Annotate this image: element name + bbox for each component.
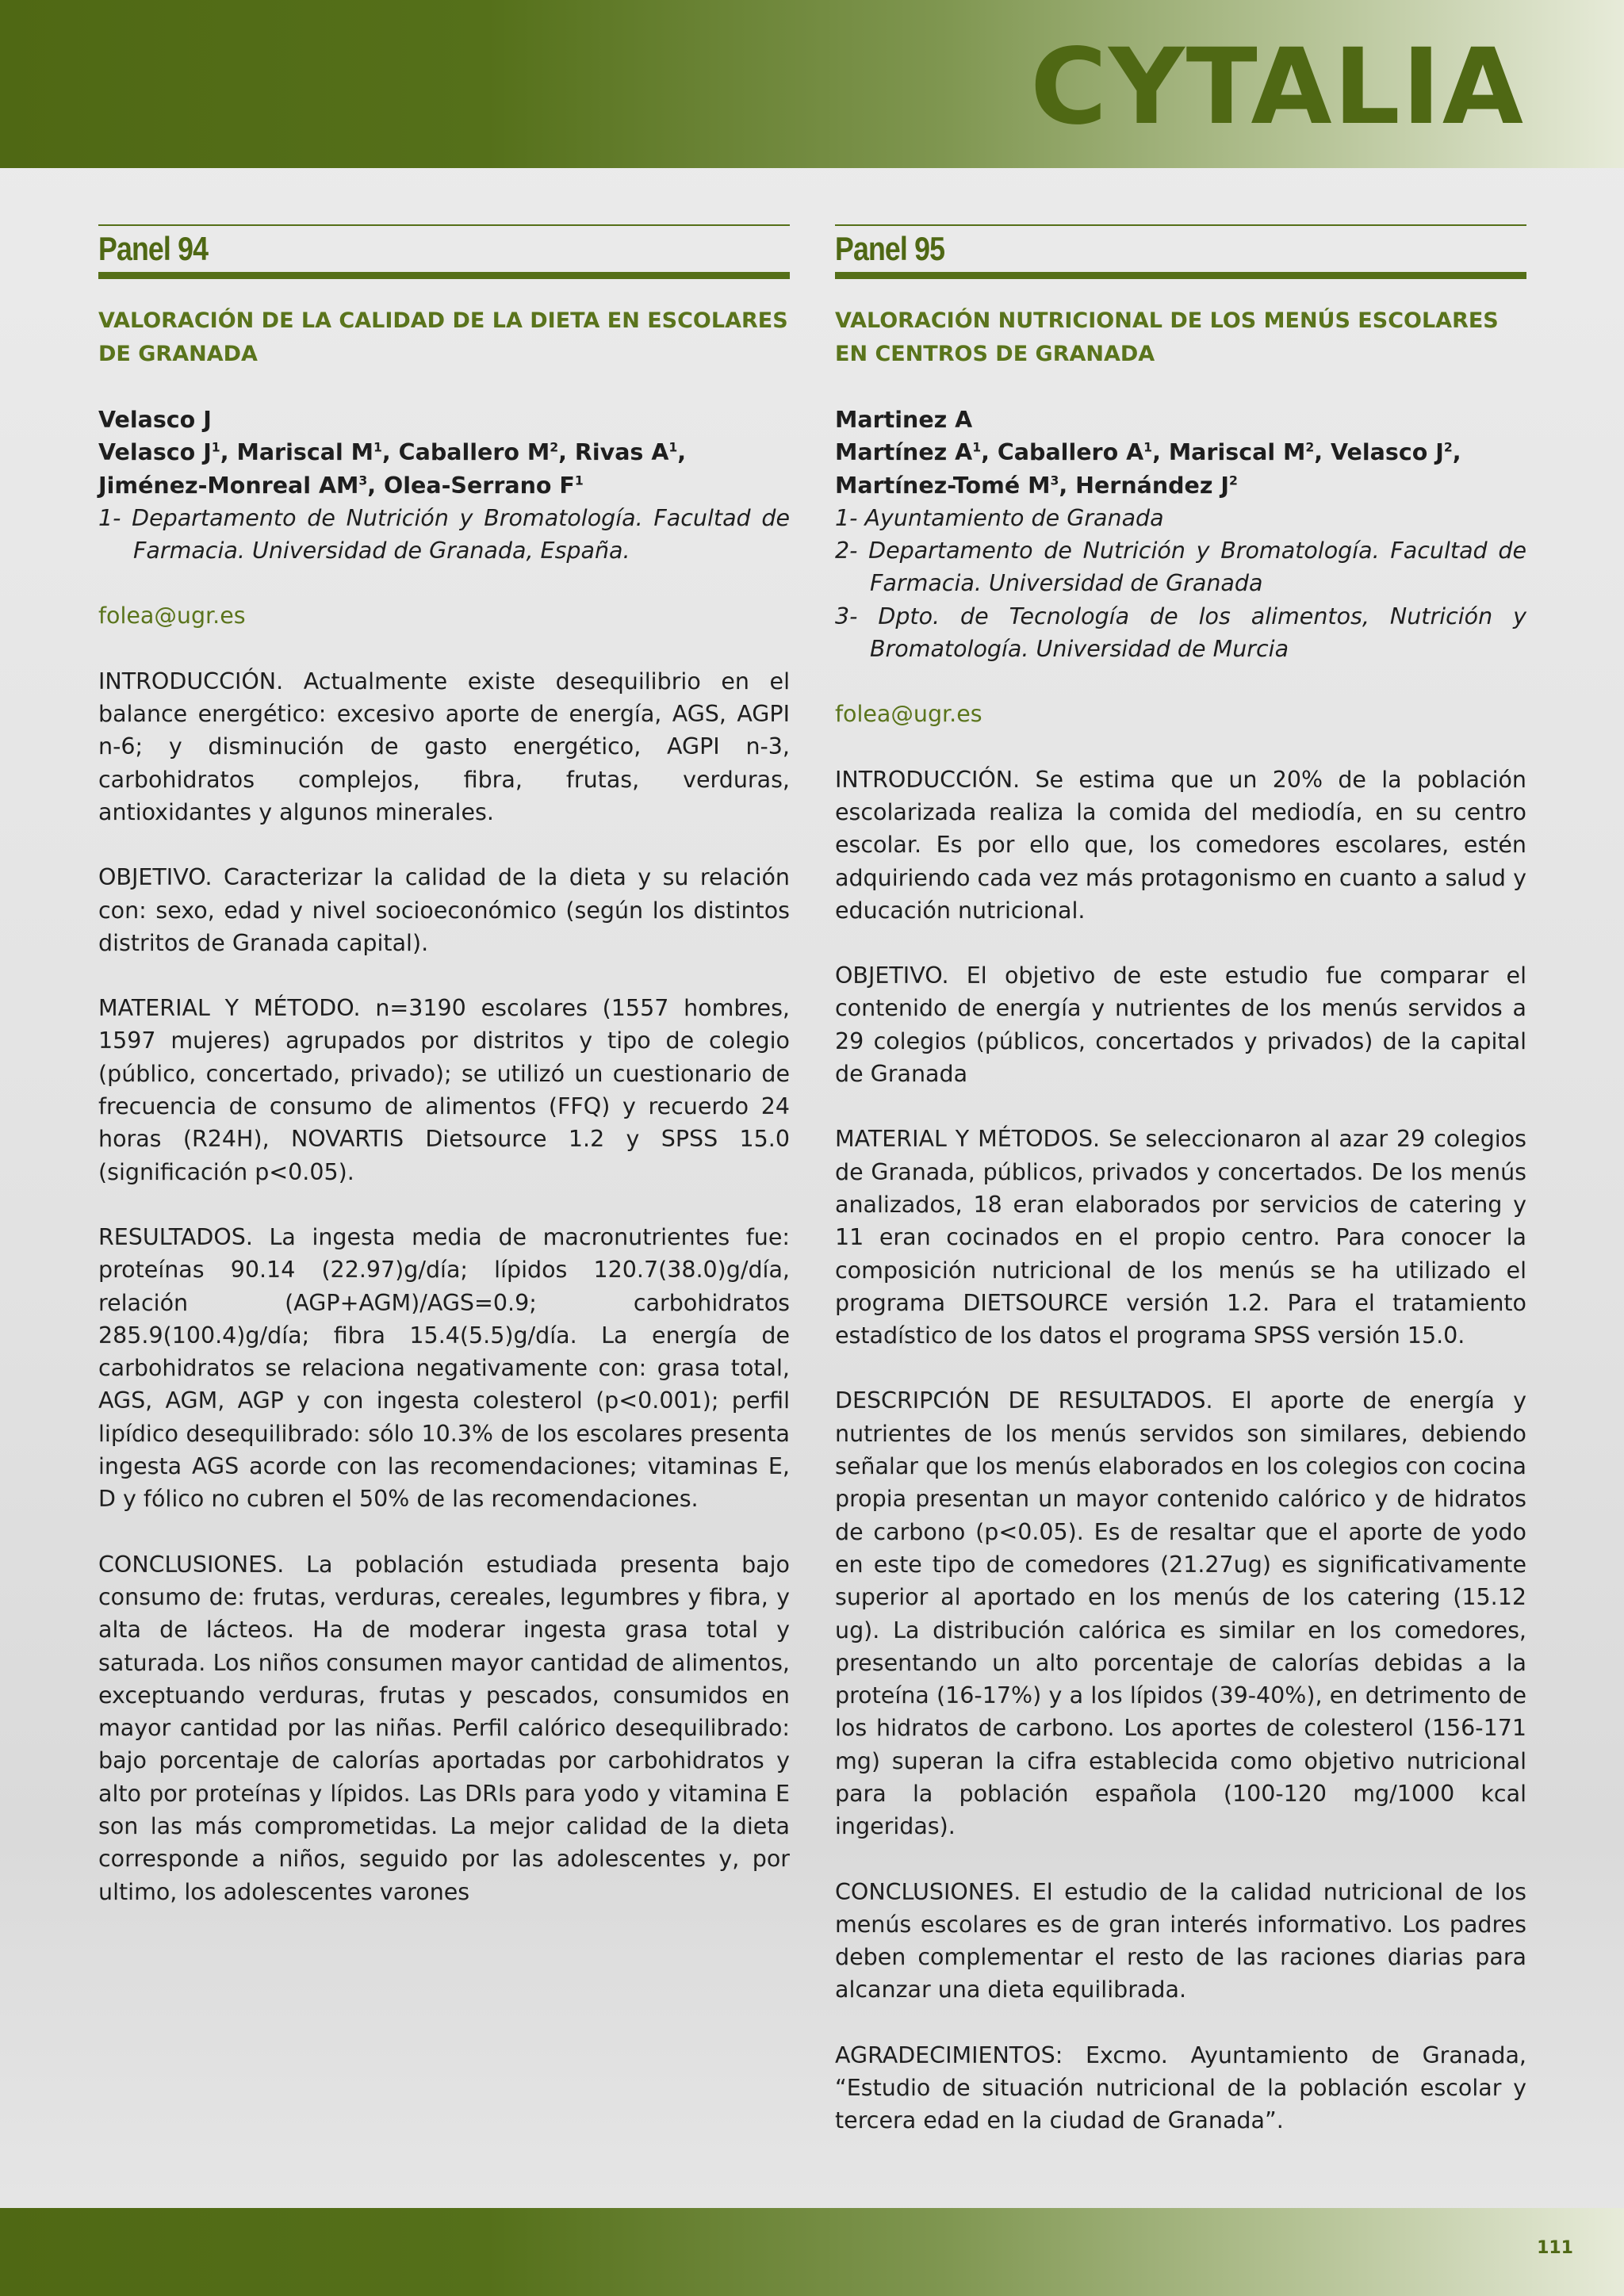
presenter-name: Martinez A	[835, 407, 973, 433]
author-name: Rivas A	[574, 439, 669, 466]
section-descripcion-resultados: DESCRIPCIÓN DE RESULTADOS. El aporte de energía y nutrientes de los menús servidos son similares, debiendo señalar que los menús elaborados en los colegios con cocina propia presentan un mayor contenido calórico y de hidratos de carbono (p<0.05). Es de resaltar que el aporte de yodo en este tipo de comedores (21.27ug) es significativamente superior al aportado en los menús de los catering (15.12 ug). La distribución calórica es similar en los comedores, presentando un alto porcentaje de calorías debidas a la proteína (16-17%) y a los lípidos (39-40%), en detrimento de los hidratos de carbono. Los aportes de colesterol (156-171 mg) superan la cifra establecida como objetivo nutricional para la población española (100-120 mg/1000 kcal ingeridas).	[835, 1387, 1526, 1840]
panel-label: Panel 94	[98, 230, 209, 267]
author-affiliation-mark: 1	[211, 439, 220, 455]
author-list: Martínez $A^1$, Caballero $A^1$, Mariscal $M^2$, Velasco $J^2$, Martínez-Tomé $M^3$, Hernández $J^2$	[835, 439, 1461, 499]
affiliation: 1- Ayuntamiento de Granada	[835, 504, 1164, 531]
contact-email[interactable]: folea@ugr.es	[835, 701, 982, 728]
section-resultados: RESULTADOS. La ingesta media de macronutrientes fue: proteínas 90.14 (22.97)g/día; lípidos 120.7(38.0)g/día, relación (AGP+AGM)/AGS=0.9; carbohidratos 285.9(100.4)g/día; fibra 15.4(5.5)g/día. La energía de carbohidratos se relaciona negativamente con: grasa total, AGS, AGM, AGP y con ingesta colesterol (p<0.001); perfil lipídico desequilibrado: sólo 10.3% de los escolares presenta ingesta AGS acorde con las recomendaciones; vitaminas E, D y fólico no cubren el 50% de las recomendaciones.	[98, 1223, 790, 1513]
panel-header	[835, 224, 1526, 279]
section-conclusiones: CONCLUSIONES. El estudio de la calidad nutricional de los menús escolares es de gran interés informativo. Los padres deben complementar el resto de las raciones diarias para alcanzar una dieta equilibrada.	[835, 1878, 1526, 2003]
author-name: Caballero M	[398, 439, 550, 466]
abstract-title: VALORACIÓN NUTRICIONAL DE LOS MENÚS ESCOLARES EN CENTROS DE GRANADA	[835, 308, 1499, 366]
page-header	[0, 0, 1624, 168]
author-affiliation-mark: 1	[373, 439, 382, 455]
author-affiliation-mark: 1	[668, 439, 678, 455]
author-list: Velasco $J^1$, Mariscal $M^1$, Caballero $M^2$, Rivas $A^1$, Jiménez-Monreal $AM^3$, Olea-Serrano $F^1$	[98, 439, 687, 499]
author-name: Jiménez-Monreal AM	[98, 472, 359, 499]
author-name: Martínez A	[835, 439, 973, 466]
brand-logo: CYTALIA	[1030, 26, 1525, 148]
affiliation: 1- Departamento de Nutrición y Bromatología. Facultad de Farmacia. Universidad de Granada, España.	[98, 504, 790, 564]
section-introduccion: INTRODUCCIÓN. Se estima que un 20% de la población escolarizada realiza la comida del mediodía, en su centro escolar. Es por ello que, los comedores escolares, estén adquiriendo cada vez más protagonismo en cuanto a salud y educación nutricional.	[835, 766, 1526, 924]
author-affiliation-mark: 1	[574, 473, 584, 488]
section-objetivo: OBJETIVO. Caracterizar la calidad de la dieta y su relación con: sexo, edad y nivel socioeconómico (según los distintos distritos de Granada capital).	[98, 864, 790, 956]
contact-email[interactable]: folea@ugr.es	[98, 603, 246, 629]
author-affiliation-mark: 3	[358, 473, 368, 488]
panel-label: Panel 95	[835, 230, 945, 267]
section-material-metodo: MATERIAL Y MÉTODO. n=3190 escolares (1557 hombres, 1597 mujeres) agrupados por distritos y tipo de colegio (público, concertado, privado); se utilizó un cuestionario de frecuencia de consumo de alimentos (FFQ) y recuerdo 24 horas (R24H), NOVARTIS Dietsource 1.2 y SPSS 15.0 (significación p<0.05).	[98, 995, 790, 1185]
section-introduccion: INTRODUCCIÓN. Actualmente existe desequilibrio en el balance energético: excesivo aporte de energía, AGS, AGPI n-6; y disminución de gasto energético, AGPI n-3, carbohidratos complejos, fibra, frutas, verduras, antioxidantes y algunos minerales.	[98, 668, 790, 825]
author-affiliation-mark: 2	[550, 439, 559, 455]
section-objetivo: OBJETIVO. El objetivo de este estudio fue comparar el contenido de energía y nutrientes de los menús servidos a 29 colegios (públicos, concertados y privados) de la capital de Granada	[835, 962, 1526, 1088]
presenter-name: Velasco J	[98, 407, 212, 433]
author-name: Velasco J	[1331, 439, 1444, 466]
section-material-metodos: MATERIAL Y MÉTODOS. Se seleccionaron al azar 29 colegios de Granada, públicos, privados y concertados. De los menús analizados, 18 eran elaborados por servicios de catering y 11 eran cocinados en el propio centro. Para conocer la composición nutricional de los menús se ha utilizado el programa DIETSOURCE versión 1.2. Para el tratamiento estadístico de los datos el programa SPSS versión 15.0.	[835, 1126, 1526, 1349]
author-name: Mariscal M	[1168, 439, 1306, 466]
page-number: 111	[1537, 2238, 1573, 2258]
panel-header	[98, 224, 790, 279]
panel-95-column	[835, 224, 1526, 2170]
author-affiliation-mark: 2	[1443, 439, 1453, 455]
page-footer	[0, 2208, 1624, 2296]
author-affiliation-mark: 2	[1305, 439, 1315, 455]
author-name: Caballero A	[997, 439, 1144, 466]
author-affiliation-mark: 1	[1143, 439, 1153, 455]
section-conclusiones: CONCLUSIONES. La población estudiada presenta bajo consumo de: frutas, verduras, cereales, legumbres y fibra, y alta de lácteos. Ha de moderar ingesta grasa total y saturada. Los niños consumen mayor cantidad de alimentos, exceptuando verduras, frutas y pescados, consumidos en mayor cantidad por las niñas. Perfil calórico desequilibrado: bajo porcentaje de calorías aportadas por carbohidratos y alto por proteínas y lípidos. Las DRIs para yodo y vitamina E son las más comprometidas. La mejor calidad de la dieta corresponde a niños, seguido por las adolescentes y, por ultimo, los adolescentes varones	[98, 1551, 790, 1905]
author-name: Mariscal M	[236, 439, 374, 466]
abstract-title: VALORACIÓN DE LA CALIDAD DE LA DIETA EN ESCOLARES DE GRANADA	[98, 308, 788, 366]
author-affiliation-mark: 1	[972, 439, 982, 455]
affiliation: 2- Departamento de Nutrición y Bromatología. Facultad de Farmacia. Universidad de Granada	[835, 538, 1526, 597]
affiliation: 3- Dpto. de Tecnología de los alimentos, Nutrición y Bromatología. Universidad de Murcia	[835, 603, 1526, 663]
author-name: Olea-Serrano F	[384, 472, 575, 499]
author-name: Martínez-Tomé M	[835, 472, 1051, 499]
author-affiliation-mark: 3	[1050, 473, 1059, 488]
section-agradecimientos: AGRADECIMIENTOS: Excmo. Ayuntamiento de Granada, “Estudio de situación nutricional de la población escolar y tercera edad en la ciudad de Granada”.	[835, 2042, 1526, 2134]
author-name: Velasco J	[98, 439, 212, 466]
author-name: Hernández J	[1075, 472, 1229, 499]
panel-94-column	[98, 224, 790, 1941]
author-affiliation-mark: 2	[1229, 473, 1238, 488]
